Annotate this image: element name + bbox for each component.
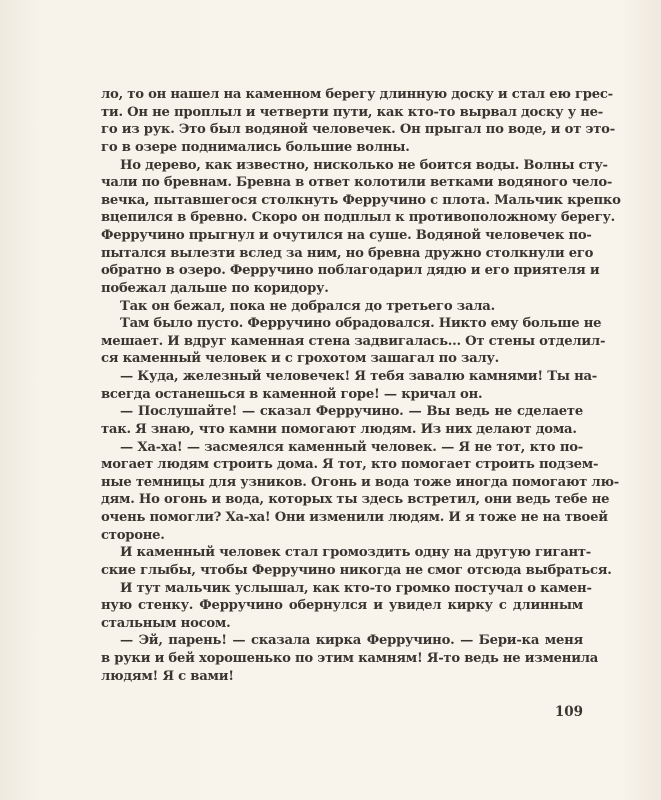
text-line: — Ха-ха! — засмеялся каменный человек. — Я не тот, кто по- <box>120 439 583 455</box>
page-number: 109 <box>554 704 583 720</box>
text-line: И тут мальчик услышал, как кто-то громко постучал о камен- <box>120 580 592 596</box>
text-line: И каменный человек стал громоздить одну на другую гигант- <box>120 545 592 561</box>
paragraph <box>101 157 621 298</box>
text-line: ло, то он нашел на каменном берегу длинную доску и стал ею грес- <box>101 87 613 102</box>
text-line: мешает. И вдруг каменная стена задвигалась... От стены отделил- <box>101 333 606 349</box>
text-line: пытался вылезти вслед за ним, но бревна дружно столкнули его <box>101 245 594 261</box>
text-line: ся каменный человек и с грохотом зашагал по залу. <box>101 351 500 367</box>
text-line: очень помогли? Ха-ха! Они изменили людям. И я тоже не на твоей <box>101 510 608 525</box>
paragraph <box>101 403 583 438</box>
text-line: вечка, пытавшегося столкнуть Ферручино с плота. Мальчик крепко <box>101 192 621 208</box>
paragraph <box>101 544 612 579</box>
text-line: Там было пусто. Ферручино обрадовался. Никто ему больше не <box>120 316 602 332</box>
text-line: вцепился в бревно. Скоро он подплыл к противоположному берегу. <box>101 210 616 226</box>
paragraph <box>101 632 599 685</box>
text-line: ную стенку. Ферручино обернулся и увидел кирку с длинным <box>101 598 583 614</box>
text-line: Так он бежал, пока не добрался до третьего зала. <box>120 298 495 314</box>
text-line: чали по бревнам. Бревна в ответ колотили ветками водяного чело- <box>101 175 613 191</box>
text-line: так. Я знаю, что камни помогают людям. Из них делают дома. <box>101 421 577 437</box>
text-line: ские глыбы, чтобы Ферручино никогда не смог отсюда выбраться. <box>101 562 612 578</box>
paragraph <box>101 86 615 157</box>
text-line: побежал дальше по коридору. <box>101 280 329 296</box>
text-line: людям! Я с вами! <box>101 668 234 684</box>
text-line: ные темницы для узников. Огонь и вода тоже иногда помогают лю- <box>101 474 619 490</box>
text-line: стальным носом. <box>101 615 231 631</box>
text-line: ти. Он не проплыл и четверти пути, как кто-то вырвал доску у не- <box>101 104 603 120</box>
text-line: — Послушайте! — сказал Ферручино. — Вы ведь не сделаете <box>120 404 583 420</box>
text-line: могает людям строить дома. Я тот, кто помогает строить подзем- <box>101 457 599 473</box>
text-line: го из рук. Это был водяной человечек. Он прыгал по воде, и от это- <box>101 122 615 138</box>
text-line: — Куда, железный человечек! Я тебя завалю камнями! Ты на- <box>120 369 597 384</box>
text-line: Но дерево, как известно, нисколько не боится воды. Волны сту- <box>120 157 608 173</box>
paragraph <box>101 315 606 368</box>
paragraph <box>101 439 619 545</box>
paragraph <box>101 580 592 633</box>
text-line: обратно в озеро. Ферручино поблагодарил дядю и его приятеля и <box>101 263 600 279</box>
text-line: стороне. <box>101 527 165 543</box>
text-line: Ферручино прыгнул и очутился на суше. Водяной человечек по- <box>101 228 592 243</box>
text-line: всегда останешься в каменной горе! — кричал он. <box>101 386 483 402</box>
text-line: в руки и бей хорошенько по этим камням! Я-то ведь не изменила <box>101 651 599 666</box>
paragraph <box>101 298 583 316</box>
body-text <box>101 86 621 685</box>
paragraph <box>101 368 597 403</box>
text-line: дям. Но огонь и вода, которых ты здесь встретил, они ведь тебе не <box>101 492 610 508</box>
text-line: го в озере поднимались большие волны. <box>101 139 410 155</box>
text-line: — Эй, парень! — сказала кирка Ферручино. — Бери-ка меня <box>120 633 583 649</box>
